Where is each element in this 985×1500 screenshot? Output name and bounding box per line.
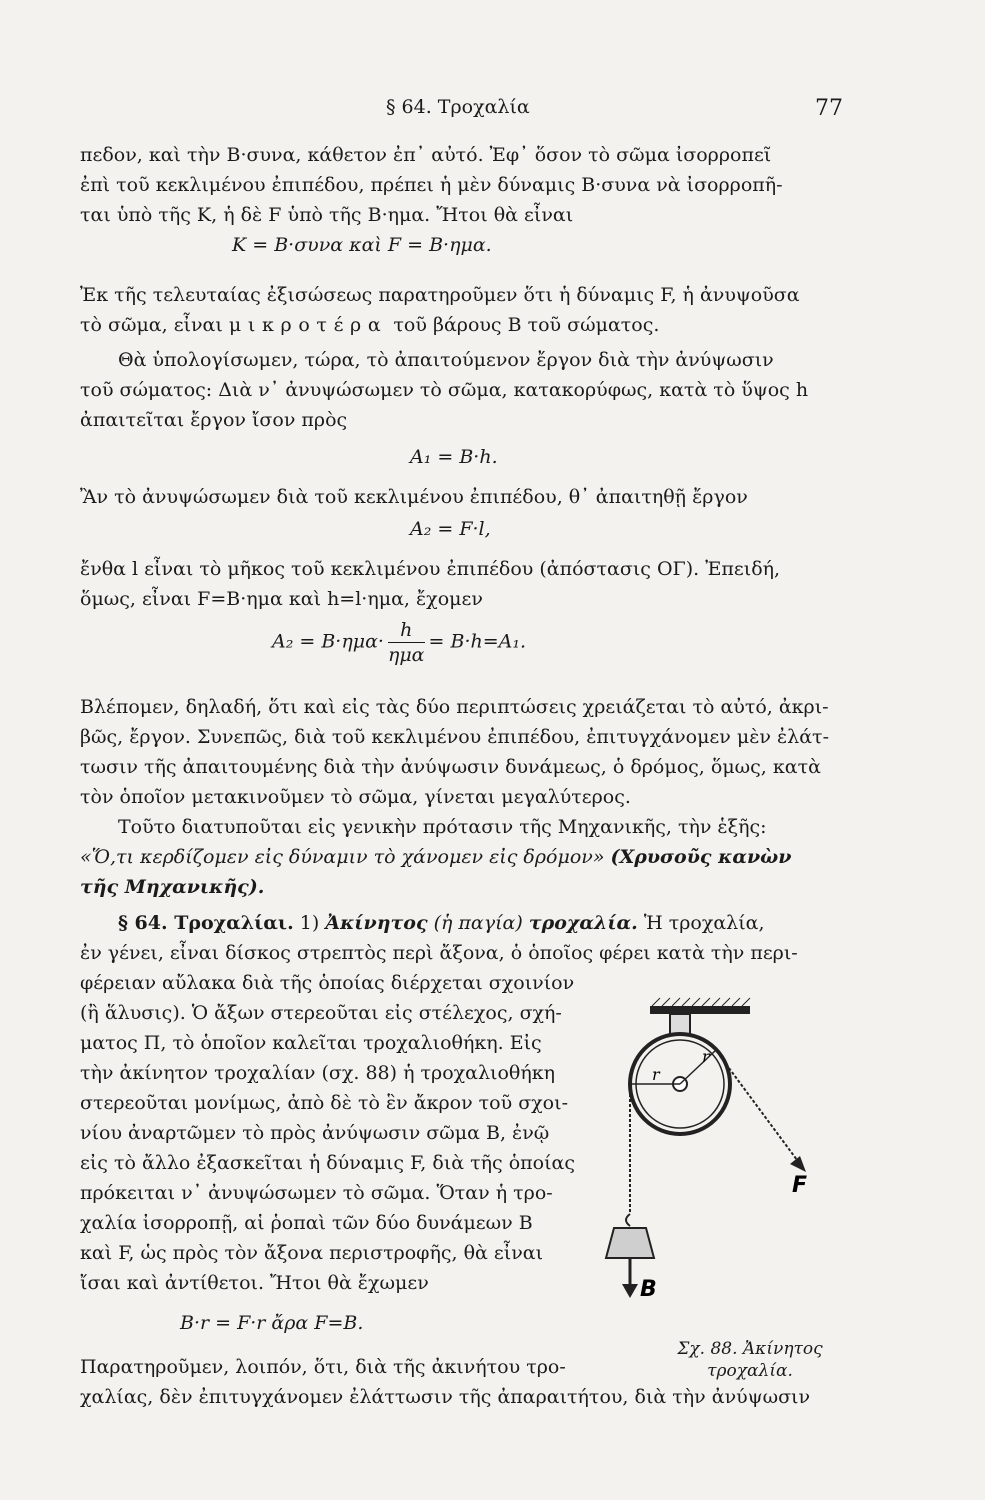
text-line: στερεοῦται μονίμως, ἀπὸ δὲ τὸ ἓν ἄκρον τοῦ σχοι- <box>80 1092 568 1114</box>
equation-left: Α₂ = Β·ημα· <box>272 630 384 653</box>
equation-1: Κ = Β·συνα καὶ F = Β·ημα. <box>232 234 492 256</box>
equation-2: Α₁ = Β·h. <box>410 446 498 468</box>
text-line: ἔνθα l εἶναι τὸ μῆκος τοῦ κεκλιμένου ἐπιπέδου (ἀπόστασις ΟΓ). Ἐπειδή, <box>80 558 781 580</box>
ceiling-hatching <box>652 998 750 1006</box>
paragraph-6 <box>80 692 840 812</box>
paragraph-4 <box>80 482 840 512</box>
fraction <box>388 618 425 667</box>
caption-line: Σχ. 88. Ἀκίνητος <box>677 1339 823 1359</box>
page-number: 77 <box>815 96 843 121</box>
text-line: ἐν γένει, εἶναι δίσκος στρεπτὸς περὶ ἄξονα, ὁ ὁποῖος φέρει κατὰ τὴν περι- <box>80 942 798 964</box>
text-line: τὸν ὁποῖον μετακινοῦμεν τὸ σῶμα, γίνεται μεγαλύτερος. <box>80 786 631 808</box>
narrow-column <box>80 998 576 1298</box>
spaced-emphasis: μικροτέρα <box>228 314 388 336</box>
paragraph-8 <box>80 1352 570 1382</box>
text-line: τὴν ἀκίνητον τροχαλίαν (σχ. 88) ἡ τροχαλιοθήκη <box>80 1062 555 1084</box>
paragraph-2 <box>80 280 840 340</box>
text-line: ἴσαι καὶ ἀντίθετοι. Ἤτοι θὰ ἔχωμεν <box>80 1272 429 1294</box>
text-line: Θὰ ὑπολογίσωμεν, τώρα, τὸ ἀπαιτούμενον ἔργον διὰ τὴν ἀνύψωσιν <box>118 349 774 371</box>
text-line: Βλέπομεν, δηλαδή, ὅτι καὶ εἰς τὰς δύο περιπτώσεις χρειάζεται τὸ αὐτό, ἀκρι- <box>80 696 829 718</box>
text-line: τῆς Μηχανικῆς). <box>80 876 265 898</box>
text-line: (ἢ ἅλυσις). Ὁ ἄξων στερεοῦται εἰς στέλεχος, σχή- <box>80 1002 562 1024</box>
text-line <box>80 842 840 872</box>
text-line: ὅμως, εἶναι F=Β·ημα καὶ h=l·ημα, ἔχομεν <box>80 588 483 610</box>
weight-B <box>606 1228 654 1258</box>
equation-3: Α₂ = F·l, <box>410 518 491 540</box>
section-body <box>80 938 840 998</box>
text-line: εἰς τὸ ἄλλο ἐξασκεῖται ἡ δύναμις F, διὰ τῆς ὁποίας <box>80 1152 576 1174</box>
figure-caption <box>655 1338 845 1382</box>
hook <box>626 1214 630 1226</box>
text-line: τοῦ σώματος: Διὰ ν᾽ ἀνυψώσωμεν τὸ σῶμα, κατακορύφως, κατὰ τὸ ὕψος h <box>80 379 809 401</box>
text-line: Ἐκ τῆς τελευταίας ἐξισώσεως παρατηροῦμεν ὅτι ἡ δύναμις F, ἡ ἀνυψοῦσα <box>80 284 800 306</box>
text-line: φέρειαν αὔλακα διὰ τῆς ὁποίας διέρχεται σχοινίον <box>80 972 575 994</box>
text-run: τοῦ βάρους Β τοῦ σώματος. <box>387 314 660 336</box>
text-line: ται ὑπὸ τῆς Κ, ἡ δὲ F ὑπὸ τῆς Β·ημα. Ἤτοι θὰ εἶναι <box>80 204 574 226</box>
text-line: χαλίας, δὲν ἐπιτυγχάνομεν ἐλάττωσιν τῆς ἀπαραιτήτου, διὰ τὴν ἀνύψωσιν <box>80 1386 811 1408</box>
label-r-right: r <box>702 1047 710 1066</box>
text-line: Ἂν τὸ ἀνυψώσωμεν διὰ τοῦ κεκλιμένου ἐπιπέδου, θ᾽ ἀπαιτηθῇ ἔργον <box>80 486 748 508</box>
section-heading: § 64. Τροχαλίαι. <box>118 912 294 934</box>
text-line: νίου ἀναρτῶμεν τὸ πρὸς ἀνύψωσιν σῶμα Β, ἐνῷ <box>80 1122 550 1144</box>
golden-rule: (Χρυσοῦς κανὼν <box>610 846 792 868</box>
paragraph-1 <box>80 140 840 230</box>
text-line: καὶ F, ὡς πρὸς τὸν ἄξονα περιστροφῆς, θὰ εἶναι <box>80 1242 544 1264</box>
paragraph-7 <box>80 812 840 842</box>
paragraph-3-cont <box>80 375 840 435</box>
quote: «Ὅ,τι κερδίζομεν εἰς δύναμιν τὸ χάνομεν εἰς δρόμον» <box>80 846 605 868</box>
text-line: τωσιν τῆς ἀπαιτουμένης διὰ τὴν ἀνύψωσιν δυνάμεως, ὁ δρόμος, ὅμως, κατὰ <box>80 756 821 778</box>
text-line: χαλία ἰσορροπῇ, αἱ ῥοπαὶ τῶν δύο δυνάμεων Β <box>80 1212 533 1234</box>
caption-line: τροχαλία. <box>707 1361 793 1381</box>
text-run: (ἡ παγία) <box>427 912 529 934</box>
label-F: F <box>792 1173 808 1198</box>
section-heading-para <box>80 908 840 938</box>
text-line: πρόκειται ν᾽ ἀνυψώσωμεν τὸ σῶμα. Ὅταν ἡ τρο- <box>80 1182 553 1204</box>
ceiling-beam <box>650 1006 750 1014</box>
paragraph-8-cont <box>80 1382 840 1412</box>
label-r-left: r <box>652 1065 660 1084</box>
text-line: πεδον, καὶ τὴν Β·συνα, κάθετον ἐπ᾽ αὐτό. Ἐφ᾽ ὅσον τὸ σῶμα ἰσορροπεῖ <box>80 144 772 166</box>
text-line: Τοῦτο διατυποῦται εἰς γενικὴν πρότασιν τῆς Μηχανικῆς, τὴν ἑξῆς: <box>118 816 767 838</box>
equation-5: Β·r = F·r ἄρα F=Β. <box>180 1312 364 1334</box>
pulley-figure <box>600 996 830 1306</box>
subheading: Ἀκίνητος <box>325 912 428 934</box>
label-B: B <box>640 1277 657 1302</box>
paragraph-3 <box>80 345 840 375</box>
subheading: τροχαλία. <box>528 912 638 934</box>
fraction-denominator: ημα <box>387 644 425 666</box>
equation-right: = Β·h=Α₁. <box>428 630 527 653</box>
text-line <box>80 908 840 938</box>
text-run: τὸ σῶμα, εἶναι <box>80 314 229 336</box>
equation-4 <box>272 618 526 667</box>
rope-right <box>720 1056 800 1164</box>
text-run: Ἡ τροχαλία, <box>637 912 765 934</box>
header-title: § 64. Τροχαλία <box>386 96 530 118</box>
text-line <box>80 310 840 340</box>
paragraph-7-cont <box>80 842 840 902</box>
force-F-arrow <box>790 1156 806 1172</box>
fraction-numerator: h <box>388 618 425 643</box>
text-line: βῶς, ἔργον. Συνεπῶς, διὰ τοῦ κεκλιμένου ἐπιπέδου, ἐπιτυγχάνομεν μὲν ἐλάτ- <box>80 726 829 748</box>
force-B-arrow <box>622 1284 638 1298</box>
paragraph-5 <box>80 554 840 614</box>
text-run: 1) <box>293 912 326 934</box>
running-header <box>0 96 985 126</box>
text-line: ἐπὶ τοῦ κεκλιμένου ἐπιπέδου, πρέπει ἡ μὲν δύναμις Β·συνα νὰ ἰσορροπῆ- <box>80 174 783 196</box>
text-line: ἀπαιτεῖται ἔργον ἴσον πρὸς <box>80 409 348 431</box>
text-line: ματος Π, τὸ ὁποῖον καλεῖται τροχαλιοθήκη. Εἰς <box>80 1032 542 1054</box>
text-line: Παρατηροῦμεν, λοιπόν, ὅτι, διὰ τῆς ἀκινήτου τρο- <box>80 1356 566 1378</box>
